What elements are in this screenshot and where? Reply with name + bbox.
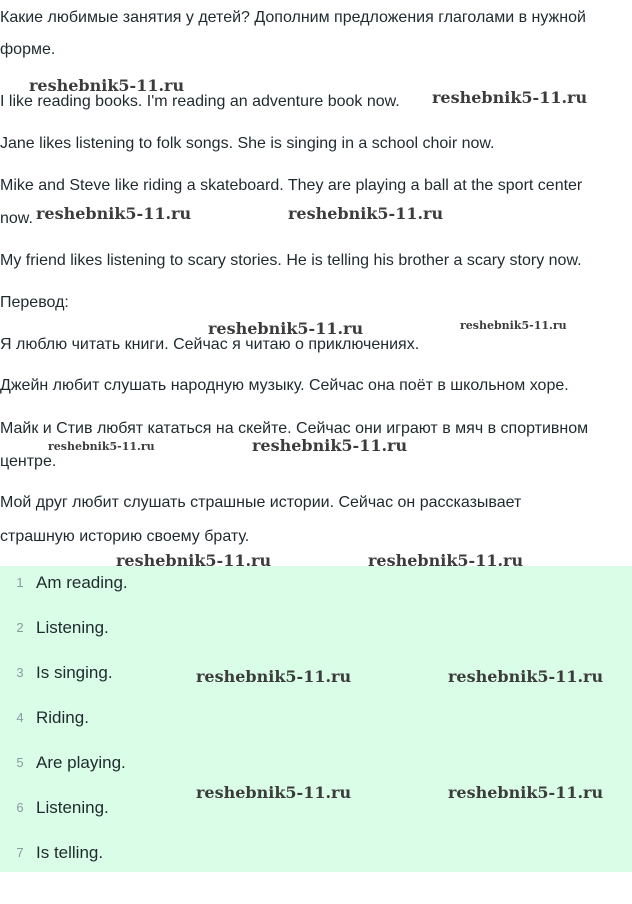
watermark: reshebnik5-11.ru [208, 319, 364, 338]
answer-number: 5 [16, 755, 24, 770]
watermark: reshebnik5-11.ru [448, 783, 604, 802]
english-sentence-3-cont: now. [0, 210, 33, 227]
russian-sentence-3: Майк и Стив любят кататься на скейте. Сейчас они играют в мяч в спортивном [0, 420, 589, 437]
answer-text: Listening. [36, 618, 109, 637]
watermark: reshebnik5-11.ru [116, 551, 272, 570]
watermark: reshebnik5-11.ru [432, 88, 588, 107]
answer-text: Is telling. [36, 843, 104, 862]
answer-text: Riding. [36, 708, 89, 727]
watermark: reshebnik5-11.ru [252, 436, 408, 455]
answer-number: 1 [16, 575, 24, 590]
answer-text: Listening. [36, 798, 109, 817]
english-sentence-2: Jane likes listening to folk songs. She is singing in a school choir now. [0, 135, 495, 152]
answer-text: Am reading. [36, 573, 128, 592]
english-sentence-3: Mike and Steve like riding a skateboard. They are playing a ball at the sport center [0, 177, 583, 194]
question-line-2: форме. [0, 41, 56, 58]
answer-text: Is singing. [36, 663, 113, 682]
russian-sentence-4: Мой друг любит слушать страшные истории. Сейчас он рассказывает [0, 494, 522, 511]
english-sentence-1: I like reading books. I'm reading an adventure book now. [0, 93, 400, 110]
watermark: reshebnik5-11.ru [196, 667, 352, 686]
russian-sentence-2: Джейн любит слушать народную музыку. Сейчас она поёт в школьном хоре. [0, 377, 569, 394]
russian-sentence-4-cont: страшную историю своему брату. [0, 528, 250, 545]
watermark: reshebnik5-11.ru [29, 76, 185, 95]
answer-number: 3 [16, 665, 24, 680]
answer-number: 2 [16, 620, 24, 635]
watermark: reshebnik5-11.ru [288, 204, 444, 223]
english-sentence-4: My friend likes listening to scary stories. He is telling his brother a scary story now. [0, 252, 582, 269]
watermark: reshebnik5-11.ru [196, 783, 352, 802]
watermark: reshebnik5-11.ru [36, 204, 192, 223]
question-line-1: Какие любимые занятия у детей? Дополним предложения глаголами в нужной [0, 9, 586, 26]
watermark: reshebnik5-11.ru [48, 440, 155, 453]
watermark: reshebnik5-11.ru [460, 319, 567, 332]
answer-number: 6 [16, 800, 24, 815]
answers-block [0, 566, 632, 872]
answer-number: 7 [16, 845, 24, 860]
watermark: reshebnik5-11.ru [368, 551, 524, 570]
answer-text: Are playing. [36, 753, 126, 772]
watermark: reshebnik5-11.ru [448, 667, 604, 686]
translation-label: Перевод: [0, 294, 69, 311]
russian-sentence-3-cont: центре. [0, 453, 57, 470]
russian-sentence-1: Я люблю читать книги. Сейчас я читаю о приключениях. [0, 336, 420, 353]
answer-number: 4 [16, 710, 24, 725]
